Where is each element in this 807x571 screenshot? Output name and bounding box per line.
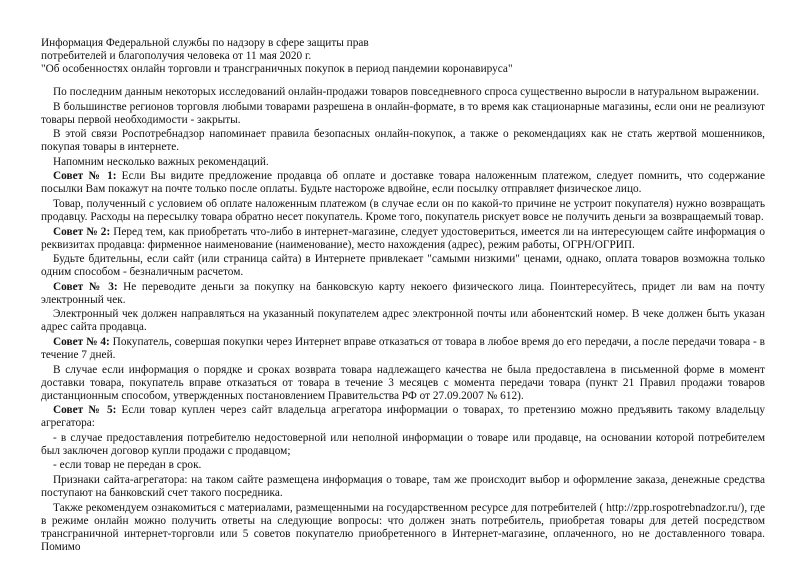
- paragraph-text: Перед тем, как приобретать что-либо в интернет-магазине, следует удостовериться, имеется ли на интересующем сайте информация о реквизитах продавца: фирменное наименование (наименование), место нахождения (адрес), режим работы, ОГРН/ОГРИП.: [41, 225, 765, 251]
- paragraph-lead: Совет № 4:: [53, 335, 110, 348]
- header-line-3: "Об особенностях онлайн торговли и трансграничных покупок в период пандемии коронавируса": [41, 63, 513, 75]
- document-body: [41, 86, 765, 554]
- paragraph: [41, 432, 765, 458]
- paragraph: [41, 253, 765, 279]
- header-line-1: Информация Федеральной службы по надзору в сфере защиты прав: [41, 37, 369, 49]
- paragraph-advice-3: [41, 281, 765, 307]
- paragraph-text: Признаки сайта-агрегатора: на таком сайте размещена информация о товаре, там же происходит выбор и оформление заказа, денежные средства поступают на банковский счет такого посредника.: [41, 473, 765, 499]
- paragraph-text: Если Вы видите предложение продавца об оплате и доставке товара наложенным платежом, следует помнить, что содержание посылки Вам покажут на почте только после оплаты. Будьте настороже вдвойне, если посылку отправляет физическое лицо.: [41, 170, 765, 196]
- paragraph-lead: Совет № 2:: [53, 225, 111, 238]
- paragraph: [41, 101, 765, 127]
- paragraph-lead: Совет № 1:: [53, 170, 117, 183]
- paragraph-text: Товар, полученный с условием об оплате наложенным платежом (в случае если он по какой-то причине не устроит покупателя) нужно возвращать продавцу. Расходы на пересылку товара обратно несет покупатель. Кроме того, покупатель рискует вовсе не получить деньги за возвращаемый товар.: [41, 197, 765, 223]
- paragraph-text: - в случае предоставления потребителю недостоверной или неполной информации о товаре или продавце, на основании которой потребителем был заключен договор купли продажи с продавцом;: [41, 431, 765, 457]
- paragraph-text: Если товар куплен через сайт владельца агрегатора информации о товарах, то претензию можно предъявить такому владельцу агрегатора:: [41, 404, 765, 430]
- paragraph-text: Электронный чек должен направляться на указанный покупателем адрес электронной почты или абонентский номер. В чеке должен быть указан адрес сайта продавца.: [41, 308, 765, 334]
- paragraph-advice-5: [41, 404, 765, 430]
- paragraph-lead: Совет № 3:: [53, 280, 118, 293]
- paragraph-text: - если товар не передан в срок.: [53, 459, 202, 472]
- paragraph-advice-1: [41, 170, 765, 196]
- paragraph-text: Также рекомендуем ознакомиться с материалами, размещенными на государственном ресурсе для потребителей ( http://zpp.rospotrebnadzor.ru/), где в режиме онлайн можно получить ответы на следующие вопросы: что должен знать потребитель, приобретая товары для детей посредством трансграничной интернет-торговли или 5 советов покупателю приобретенного в Интернет-магазине, оплаченного, но не доставленного товара. Помимо: [41, 501, 765, 553]
- paragraph-lead: Совет № 5:: [53, 404, 117, 417]
- paragraph: [41, 364, 765, 403]
- paragraph-advice-4: [41, 336, 765, 362]
- paragraph: [41, 308, 765, 334]
- paragraph-text: В случае если информация о порядке и сроках возврата товара надлежащего качества не была предоставлена в письменной форме в момент доставки товара, покупатель вправе отказаться от товара в течение 3 месяцев с момента передачи товара (пункт 21 Правил продажи товаров дистанционным способом, утвержденных постановлением Правительства РФ от 27.09.2007 № 612).: [41, 363, 765, 402]
- paragraph: [41, 156, 765, 169]
- paragraph-text: Покупатель, совершая покупки через Интернет вправе отказаться от товара в любое время до его передачи, а после передачи товара - в течение 7 дней.: [41, 335, 765, 361]
- header-line-2: потребителей и благополучия человека от 11 мая 2020 г.: [41, 50, 312, 62]
- document-page: [41, 37, 765, 555]
- paragraph-text: В большинстве регионов торговля любыми товарами разрешена в онлайн-формате, в то время как стационарные магазины, если они не реализуют товары первой необходимости - закрыты.: [41, 100, 765, 126]
- document-header: [41, 37, 765, 76]
- paragraph-text: По последним данным некоторых исследований онлайн-продажи товаров повседневного спроса существенно выросли в натуральном выражении.: [53, 86, 760, 98]
- paragraph: [41, 459, 765, 472]
- paragraph-text: Будьте бдительны, если сайт (или страница сайта) в Интернете привлекает "самыми низкими" ценами, однако, оплата товаров возможна только одним способом - безналичным расчетом.: [41, 253, 765, 279]
- paragraph-text: Напомним несколько важных рекомендаций.: [53, 155, 269, 168]
- paragraph: [41, 86, 765, 99]
- paragraph: [41, 474, 765, 500]
- paragraph: [41, 502, 765, 554]
- paragraph-text: Не переводите деньги за покупку на банковскую карту некоего физического лица. Поинтересуйтесь, придет ли вам на почту электронный чек.: [41, 280, 765, 306]
- paragraph: [41, 198, 765, 224]
- paragraph: [41, 128, 765, 154]
- paragraph-advice-2: [41, 226, 765, 252]
- paragraph-text: В этой связи Роспотребнадзор напоминает правила безопасных онлайн-покупок, а также о рекомендациях как не стать жертвой мошенников, покупая товары в интернете.: [41, 128, 765, 154]
